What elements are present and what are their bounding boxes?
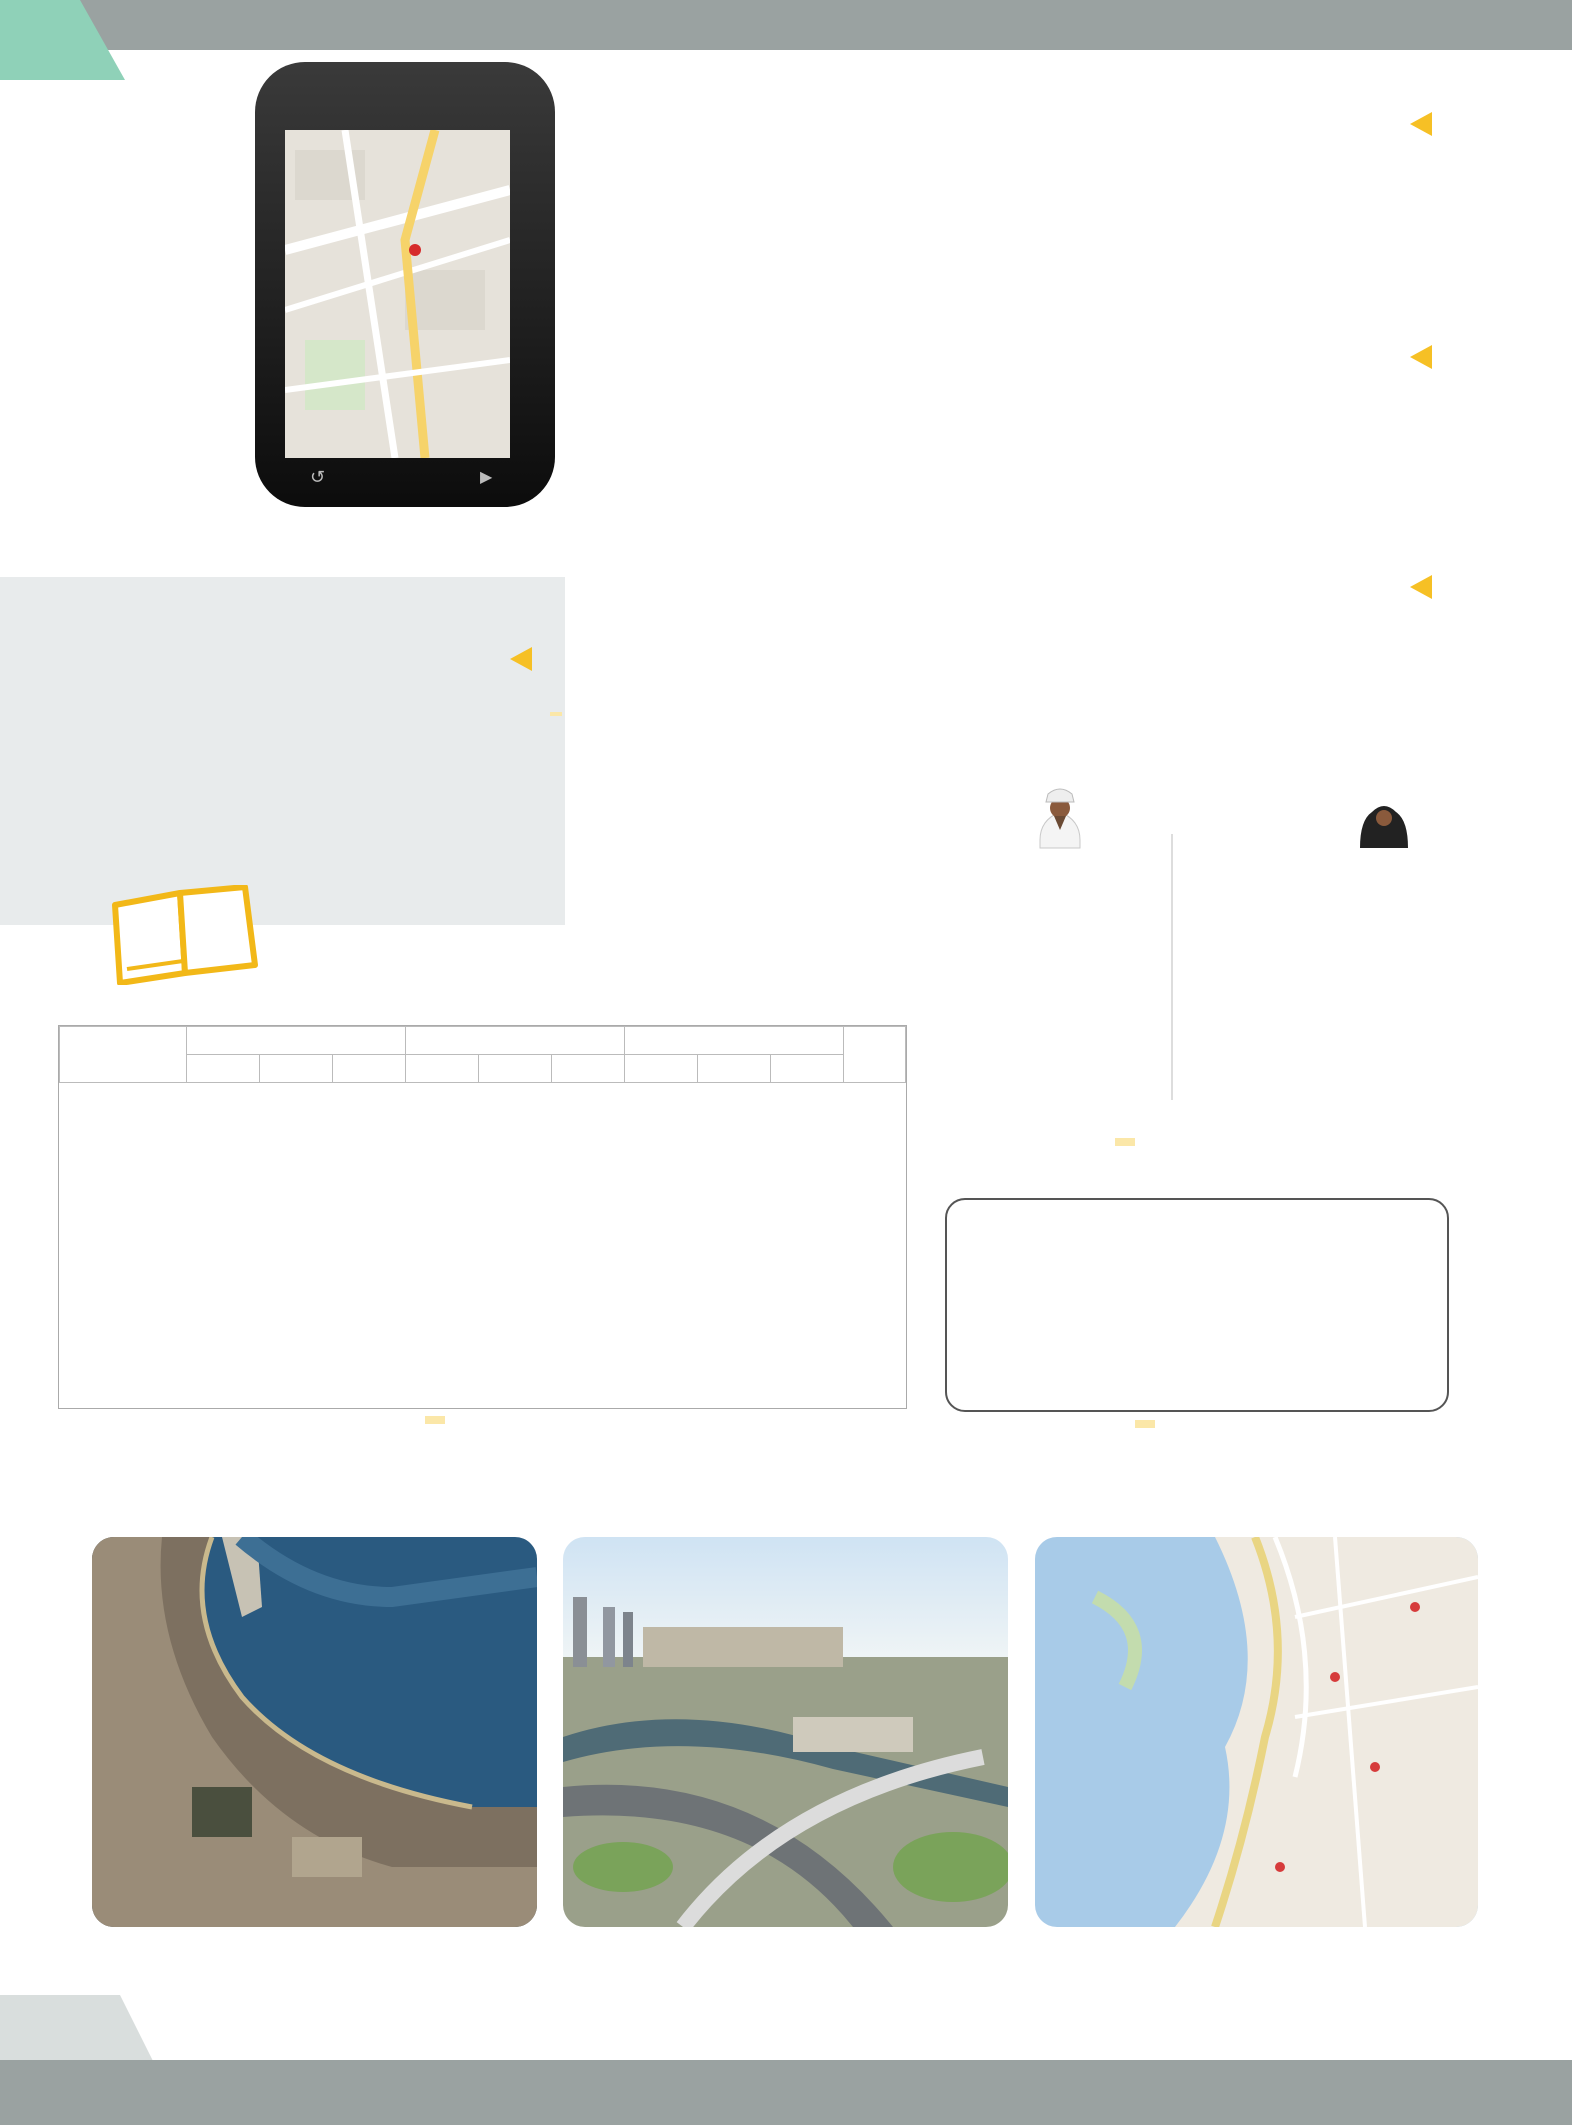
female-icon <box>1360 806 1408 848</box>
subhead <box>333 1055 406 1083</box>
population-pyramid <box>910 780 1490 1130</box>
male-icon <box>1040 789 1080 848</box>
arrow-icon <box>1410 112 1432 136</box>
concepts-box <box>0 577 565 925</box>
subhead <box>260 1055 333 1083</box>
table-caption <box>425 1416 445 1424</box>
bottom-bar <box>0 2060 1572 2125</box>
satellite-image <box>92 1537 537 1927</box>
bar-chart-frame <box>945 1198 1449 1412</box>
device-map-screen <box>285 130 510 458</box>
subhead <box>187 1055 260 1083</box>
bar-chart <box>947 1200 1447 1410</box>
digital-map-image <box>1035 1537 1478 1927</box>
pyramid-caption <box>1115 1138 1135 1146</box>
subhead <box>698 1055 771 1083</box>
gps-device-image <box>255 62 555 507</box>
play-icon: ▶ <box>480 467 493 486</box>
col-emirate <box>60 1027 187 1083</box>
book-icon <box>105 885 265 985</box>
term-label <box>550 712 562 716</box>
subhead <box>625 1055 698 1083</box>
back-icon: ↺ <box>310 467 326 488</box>
col-emirate-ar <box>844 1027 906 1083</box>
section-software <box>692 345 1432 369</box>
subhead <box>479 1055 552 1083</box>
subhead <box>552 1055 625 1083</box>
subhead <box>406 1055 479 1083</box>
aerial-photo-image <box>563 1537 1008 1927</box>
population-table <box>58 1025 907 1409</box>
top-bar <box>0 0 1572 50</box>
concepts-title <box>504 640 532 674</box>
col-national <box>625 1027 844 1055</box>
col-nonnational <box>406 1027 625 1055</box>
arrow-icon <box>1410 345 1432 369</box>
chart-caption <box>1135 1420 1155 1428</box>
arrow-icon <box>1410 575 1432 599</box>
section-data <box>692 575 1432 599</box>
section-hardware <box>692 112 1432 136</box>
col-total <box>187 1027 406 1055</box>
subhead <box>771 1055 844 1083</box>
arrow-icon <box>510 647 532 671</box>
